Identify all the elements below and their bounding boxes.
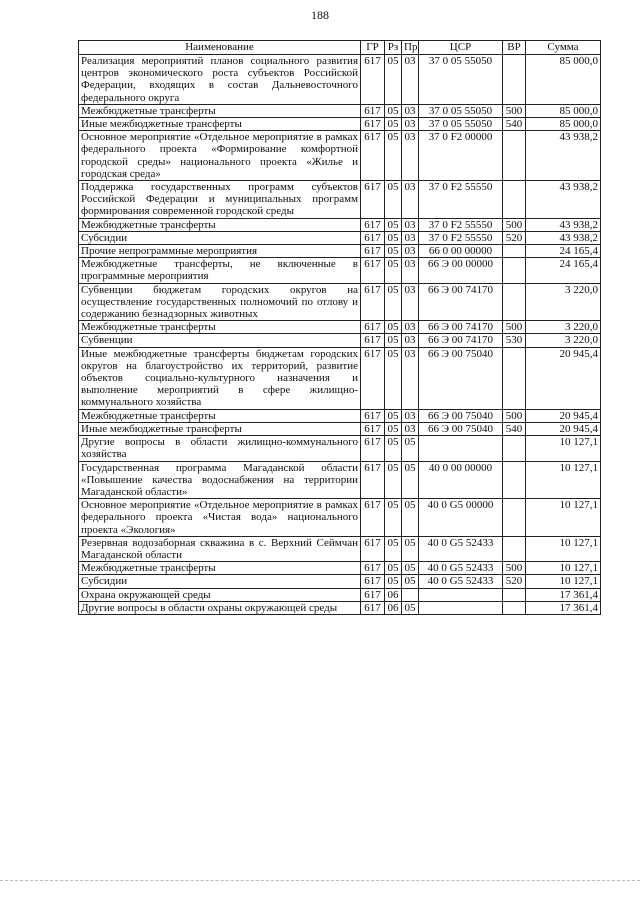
row-vr — [503, 461, 526, 499]
row-csr: 66 Э 00 74170 — [419, 321, 503, 334]
row-vr — [503, 436, 526, 461]
row-gr: 617 — [361, 422, 385, 435]
row-pr: 03 — [402, 104, 419, 117]
row-gr: 617 — [361, 231, 385, 244]
row-gr: 617 — [361, 575, 385, 588]
row-pr: 05 — [402, 575, 419, 588]
row-name: Прочие непрограммные мероприятия — [79, 245, 361, 258]
row-name: Межбюджетные трансферты, не включенные в программные мероприятия — [79, 258, 361, 283]
row-rz: 05 — [385, 321, 402, 334]
table-row — [79, 118, 601, 131]
row-name: Реализация мероприятий планов социального развития центров экономического роста субъектов Российской Федерации, входящих в состав Дальневосточного федерального округа — [79, 55, 361, 105]
row-vr — [503, 55, 526, 105]
table-row — [79, 499, 601, 537]
row-rz: 05 — [385, 499, 402, 537]
table-row — [79, 131, 601, 181]
row-name: Иные межбюджетные трансферты — [79, 118, 361, 131]
row-csr: 40 0 G5 52433 — [419, 575, 503, 588]
row-sum: 43 938,2 — [526, 131, 601, 181]
table-row — [79, 575, 601, 588]
row-pr: 03 — [402, 218, 419, 231]
row-sum: 85 000,0 — [526, 118, 601, 131]
header-gr: ГР — [361, 41, 385, 55]
row-sum: 20 945,4 — [526, 347, 601, 409]
row-gr: 617 — [361, 118, 385, 131]
row-vr: 500 — [503, 104, 526, 117]
row-sum: 43 938,2 — [526, 181, 601, 219]
row-gr: 617 — [361, 461, 385, 499]
row-sum: 10 127,1 — [526, 461, 601, 499]
row-gr: 617 — [361, 588, 385, 601]
row-csr: 40 0 G5 52433 — [419, 536, 503, 561]
row-sum: 3 220,0 — [526, 321, 601, 334]
row-sum: 10 127,1 — [526, 536, 601, 561]
row-gr: 617 — [361, 334, 385, 347]
row-name: Межбюджетные трансферты — [79, 562, 361, 575]
page-number: 188 — [311, 8, 329, 22]
row-rz: 05 — [385, 422, 402, 435]
table-row — [79, 104, 601, 117]
table-row — [79, 55, 601, 105]
table-row — [79, 347, 601, 409]
row-sum: 17 361,4 — [526, 588, 601, 601]
row-sum: 10 127,1 — [526, 575, 601, 588]
row-pr: 05 — [402, 601, 419, 614]
table-row — [79, 245, 601, 258]
row-csr: 37 0 05 55050 — [419, 55, 503, 105]
table-row — [79, 562, 601, 575]
table-row — [79, 588, 601, 601]
row-vr: 520 — [503, 575, 526, 588]
row-rz: 05 — [385, 55, 402, 105]
row-pr: 03 — [402, 321, 419, 334]
table-row — [79, 283, 601, 321]
row-vr: 540 — [503, 118, 526, 131]
row-vr — [503, 536, 526, 561]
row-pr: 03 — [402, 258, 419, 283]
row-pr: 03 — [402, 231, 419, 244]
row-name: Субвенции бюджетам городских округов на осуществление государственных полномочий по отлову и содержанию безнадзорных животных — [79, 283, 361, 321]
row-rz: 05 — [385, 347, 402, 409]
table-row — [79, 258, 601, 283]
row-csr: 40 0 G5 52433 — [419, 562, 503, 575]
row-gr: 617 — [361, 536, 385, 561]
row-rz: 05 — [385, 283, 402, 321]
row-csr — [419, 588, 503, 601]
row-name: Основное мероприятие «Отдельное мероприятие в рамках федерального проекта «Чистая вода» национального проекта «Экология» — [79, 499, 361, 537]
row-gr: 617 — [361, 321, 385, 334]
row-vr: 500 — [503, 218, 526, 231]
row-vr — [503, 499, 526, 537]
row-rz: 05 — [385, 245, 402, 258]
row-pr: 03 — [402, 55, 419, 105]
row-csr: 40 0 G5 00000 — [419, 499, 503, 537]
row-rz: 05 — [385, 131, 402, 181]
row-gr: 617 — [361, 347, 385, 409]
row-csr: 37 0 F2 00000 — [419, 131, 503, 181]
row-gr: 617 — [361, 499, 385, 537]
row-sum: 24 165,4 — [526, 258, 601, 283]
row-pr: 05 — [402, 562, 419, 575]
row-vr: 540 — [503, 422, 526, 435]
row-sum: 43 938,2 — [526, 218, 601, 231]
row-csr — [419, 601, 503, 614]
header-csr: ЦСР — [419, 41, 503, 55]
budget-table — [78, 40, 601, 615]
row-sum: 10 127,1 — [526, 499, 601, 537]
row-csr: 37 0 05 55050 — [419, 104, 503, 117]
row-vr — [503, 588, 526, 601]
table-row — [79, 422, 601, 435]
row-name: Другие вопросы в области жилищно-коммунального хозяйства — [79, 436, 361, 461]
row-rz: 05 — [385, 436, 402, 461]
row-csr: 66 Э 00 75040 — [419, 347, 503, 409]
row-sum: 85 000,0 — [526, 104, 601, 117]
row-vr: 520 — [503, 231, 526, 244]
row-sum: 43 938,2 — [526, 231, 601, 244]
row-vr — [503, 131, 526, 181]
table-row — [79, 536, 601, 561]
row-name: Субвенции — [79, 334, 361, 347]
row-gr: 617 — [361, 436, 385, 461]
row-sum: 85 000,0 — [526, 55, 601, 105]
row-vr — [503, 181, 526, 219]
row-pr: 03 — [402, 245, 419, 258]
table-row — [79, 409, 601, 422]
row-vr — [503, 601, 526, 614]
row-gr: 617 — [361, 601, 385, 614]
row-pr: 03 — [402, 283, 419, 321]
row-vr — [503, 245, 526, 258]
row-gr: 617 — [361, 409, 385, 422]
row-name: Основное мероприятие «Отдельное мероприятие в рамках федерального проекта «Формирование комфортной городской среды» национального проекта «Жилье и городская среда» — [79, 131, 361, 181]
table-row — [79, 321, 601, 334]
row-pr: 05 — [402, 436, 419, 461]
row-csr: 37 0 F2 55550 — [419, 218, 503, 231]
row-sum: 20 945,4 — [526, 409, 601, 422]
row-sum: 3 220,0 — [526, 283, 601, 321]
row-pr: 03 — [402, 118, 419, 131]
row-gr: 617 — [361, 245, 385, 258]
table-row — [79, 218, 601, 231]
row-pr: 03 — [402, 347, 419, 409]
row-rz: 05 — [385, 118, 402, 131]
row-gr: 617 — [361, 218, 385, 231]
row-pr: 03 — [402, 334, 419, 347]
row-csr: 66 0 00 00000 — [419, 245, 503, 258]
row-csr: 37 0 F2 55550 — [419, 231, 503, 244]
row-pr: 05 — [402, 536, 419, 561]
row-gr: 617 — [361, 55, 385, 105]
table-row — [79, 461, 601, 499]
row-rz: 05 — [385, 104, 402, 117]
table-row — [79, 601, 601, 614]
row-sum: 24 165,4 — [526, 245, 601, 258]
row-pr: 05 — [402, 461, 419, 499]
row-vr: 530 — [503, 334, 526, 347]
row-gr: 617 — [361, 562, 385, 575]
row-pr: 03 — [402, 131, 419, 181]
row-rz: 05 — [385, 218, 402, 231]
row-vr: 500 — [503, 409, 526, 422]
row-rz: 05 — [385, 258, 402, 283]
row-csr — [419, 436, 503, 461]
row-vr — [503, 258, 526, 283]
row-vr — [503, 283, 526, 321]
header-pr: Пр — [402, 41, 419, 55]
row-gr: 617 — [361, 104, 385, 117]
row-pr: 03 — [402, 409, 419, 422]
row-name: Межбюджетные трансферты — [79, 409, 361, 422]
row-vr: 500 — [503, 321, 526, 334]
page-bottom-rule — [0, 880, 640, 882]
row-sum: 20 945,4 — [526, 422, 601, 435]
row-name: Иные межбюджетные трансферты — [79, 422, 361, 435]
row-gr: 617 — [361, 181, 385, 219]
table-row — [79, 334, 601, 347]
row-name: Другие вопросы в области охраны окружающей среды — [79, 601, 361, 614]
row-vr — [503, 347, 526, 409]
row-rz: 05 — [385, 181, 402, 219]
row-pr: 03 — [402, 422, 419, 435]
row-name: Субсидии — [79, 575, 361, 588]
row-name: Межбюджетные трансферты — [79, 321, 361, 334]
header-vr: ВР — [503, 41, 526, 55]
header-name: Наименование — [79, 41, 361, 55]
row-csr: 66 Э 00 74170 — [419, 334, 503, 347]
row-rz: 05 — [385, 562, 402, 575]
row-sum: 3 220,0 — [526, 334, 601, 347]
table-header-row — [79, 41, 601, 55]
row-vr: 500 — [503, 562, 526, 575]
row-name: Поддержка государственных программ субъектов Российской Федерации и муниципальных программ формирования современной городской среды — [79, 181, 361, 219]
row-rz: 06 — [385, 601, 402, 614]
row-pr: 03 — [402, 181, 419, 219]
row-csr: 37 0 05 55050 — [419, 118, 503, 131]
row-name: Охрана окружающей среды — [79, 588, 361, 601]
row-name: Межбюджетные трансферты — [79, 218, 361, 231]
header-rz: Рз — [385, 41, 402, 55]
row-rz: 05 — [385, 334, 402, 347]
row-sum: 17 361,4 — [526, 601, 601, 614]
row-csr: 66 Э 00 00000 — [419, 258, 503, 283]
row-pr: 05 — [402, 499, 419, 537]
row-rz: 05 — [385, 575, 402, 588]
table-row — [79, 436, 601, 461]
row-csr: 66 Э 00 75040 — [419, 409, 503, 422]
row-rz: 05 — [385, 461, 402, 499]
row-csr: 66 Э 00 75040 — [419, 422, 503, 435]
row-gr: 617 — [361, 283, 385, 321]
row-rz: 06 — [385, 588, 402, 601]
row-csr: 37 0 F2 55550 — [419, 181, 503, 219]
row-sum: 10 127,1 — [526, 562, 601, 575]
row-sum: 10 127,1 — [526, 436, 601, 461]
header-sum: Сумма — [526, 41, 601, 55]
row-name: Иные межбюджетные трансферты бюджетам городских округов на благоустройство их территорий, развитие объектов социально-культурного назначения и выполнение мероприятий в сфере жилищно-коммунального хозяйства — [79, 347, 361, 409]
row-name: Межбюджетные трансферты — [79, 104, 361, 117]
row-csr: 40 0 00 00000 — [419, 461, 503, 499]
row-csr: 66 Э 00 74170 — [419, 283, 503, 321]
row-rz: 05 — [385, 409, 402, 422]
row-gr: 617 — [361, 258, 385, 283]
row-gr: 617 — [361, 131, 385, 181]
row-name: Государственная программа Магаданской области «Повышение качества водоснабжения на территории Магаданской области» — [79, 461, 361, 499]
row-name: Резервная водозаборная скважина в с. Верхний Сеймчан Магаданской области — [79, 536, 361, 561]
table-row — [79, 231, 601, 244]
table-row — [79, 181, 601, 219]
row-rz: 05 — [385, 231, 402, 244]
row-pr — [402, 588, 419, 601]
row-name: Субсидии — [79, 231, 361, 244]
row-rz: 05 — [385, 536, 402, 561]
